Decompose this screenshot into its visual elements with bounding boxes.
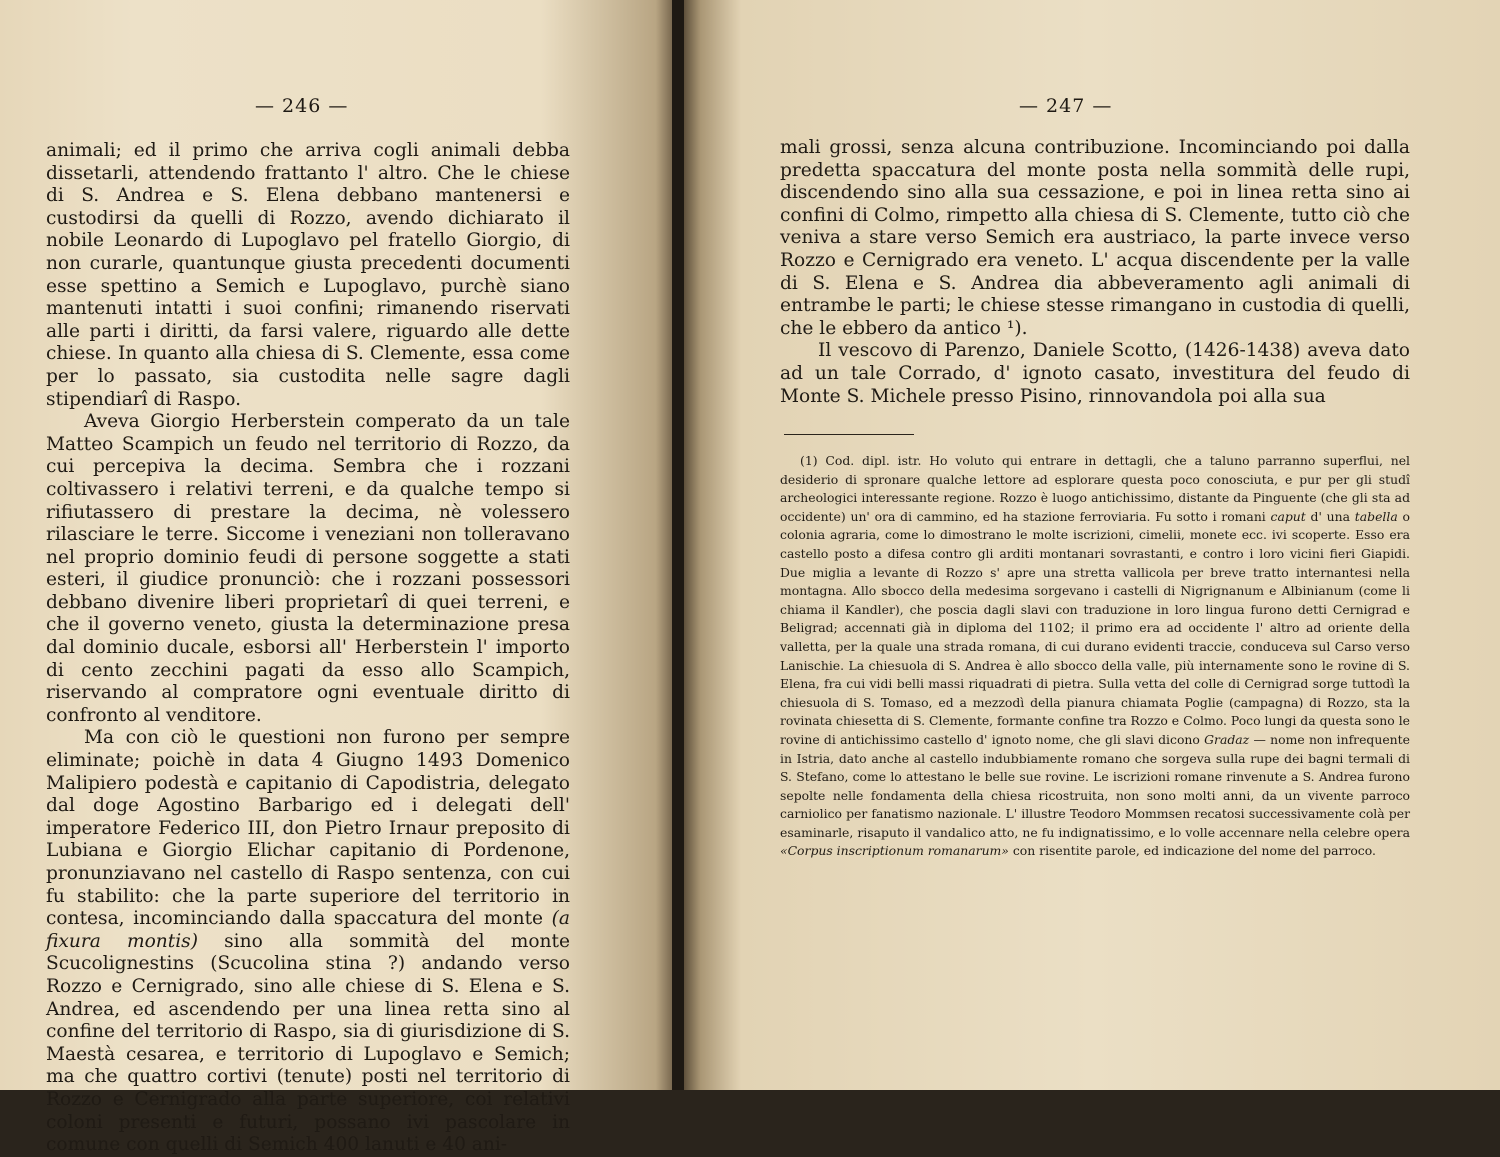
footnote-italic: Gradaz xyxy=(1204,731,1250,747)
footnote-italic: tabella xyxy=(1354,508,1398,524)
footnote-text: (1) Cod. dipl. istr. Ho voluto qui entrare in dettagli, che a taluno parranno superflui, nel desiderio di spronare qualche lettore ad esplorare questa poco conosciuta, e pur per gli studî archeologici interessante regione. Rozzo è luogo antichissimo, distante da Pinguente (che gli sta ad occidente) un' ora di cammino, ed ha stazione ferroviaria. Fu sotto i romani xyxy=(780,453,1410,524)
footnote-text: d' una xyxy=(1310,508,1351,524)
right-page xyxy=(684,0,1500,1090)
page-number-left: — 246 — xyxy=(255,95,349,117)
paragraph: mali grossi, senza alcuna contribuzione. Incominciando poi dalla predetta spaccatura del monte posta nella sommità delle rupi, discendendo sino alla sua cessazione, e poi in linea retta sino ai confini di Colmo, rimpetto alla chiesa di S. Clemente, tutto ciò che veniva a stare verso Semich era austriaco, la parte invece verso Rozzo e Cernigrado era veneto. L' acqua discendente per la valle di S. Elena e S. Andrea dia abbeveramento agli animali di entrambe le parti; le chiese stesse rimangano in custodia di quelli, che le ebbero da antico ¹). xyxy=(780,137,1410,339)
footnote-paragraph xyxy=(780,452,1410,861)
paragraph: Il vescovo di Parenzo, Daniele Scotto, (1426-1438) aveva dato ad un tale Corrado, d' ignoto casato, investitura del feudo di Monte S. Michele presso Pisino, rinnovandola poi alla sua xyxy=(780,340,1410,407)
footnote-italic: «Corpus inscriptionum romanarum» xyxy=(780,843,1009,859)
paragraph: animali; ed il primo che arriva cogli animali debba dissetarli, attendendo frattanto l' altro. Che le chiese di S. Andrea e S. Elena debbano mantenersi e custodirsi da quelli di Rozzo, avendo dichiarato il nobile Leonardo di Lupoglavo pel fratello Giorgio, di non curarle, quantunque giusta precedenti documenti esse spettino a Semich e Lupoglavo, purchè siano mantenuti intatti i suoi confini; rimanendo riservati alle parti i diritti, da farsi valere, riguardo alle dette chiese. In quanto alla chiesa di S. Clemente, essa come per lo passato, sia custodita nelle sagre dagli stipendiarî di Raspo. xyxy=(46,140,570,410)
right-page-text xyxy=(780,137,1410,408)
page-number-right: — 247 — xyxy=(1019,95,1113,117)
footnote xyxy=(780,452,1410,861)
paragraph-text: Ma con ciò le questioni non furono per sempre eliminate; poichè in data 4 Giugno 1493 Domenico Malipiero podestà e capitanio di Capodistria, delegato dal doge Agostino Barbarigo ed i delegati dell' imperatore Federico III, don Pietro Irnaur preposito di Lubiana e Giorgio Elichar capitanio di Pordenone, pronunziavano nel castello di Raspo sentenza, con cui fu stabilito: che la parte superiore del territorio in contesa, incominciando dalla spaccatura del monte xyxy=(46,727,570,930)
left-page xyxy=(0,0,676,1156)
footnote-text: — nome non infrequente in Istria, dato anche al castello indubbiamente romano che sorgeva sulla rupe dei bagni termali di S. Stefano, come lo attestano le belle sue rovine. Le iscrizioni romane rinvenute a S. Andrea furono sepolte nelle fondamenta della chiesa ricostruita, non sono molti anni, da un vivente parroco carniolico per fanatismo nazionale. L' illustre Teodoro Mommsen recatosi successivamente colà per esaminarle, risaputo il vandalico atto, ne fu indignatissimo, e lo volle accennare nella celebre opera xyxy=(780,731,1410,840)
paragraph xyxy=(46,727,570,1156)
latin-phrase: (a fixura montis) xyxy=(46,908,570,952)
footnote-text: con risentite parole, ed indicazione del nome del parroco. xyxy=(1012,843,1376,859)
footnote-divider xyxy=(784,434,914,435)
paragraph: Aveva Giorgio Herberstein comperato da un tale Matteo Scampich un feudo nel territorio di Rozzo, da cui percepiva la decima. Sembra che i rozzani coltivassero i relativi terreni, e da qualche tempo si rifiutassero di prestare la decima, nè volessero rilasciare le terre. Siccome i veneziani non tolleravano nel proprio dominio feudi di persone soggette a stati esteri, il giudice pronunciò: che i rozzani possessori debbano divenire liberi proprietarî di quei terreni, e che il governo veneto, giusta la determinazione presa dal dominio ducale, esborsi all' Herberstein l' importo di cento zecchini pagati da esso allo Scampich, riservando al compratore ogni eventuale diritto di confronto al venditore. xyxy=(46,411,570,726)
footnote-text: o colonia agraria, come lo dimostrano le molte iscrizioni, cimelii, monete ecc. ivi scoperte. Esso era castello posto a difesa contro gli arditi montanari sovrastanti, e contro i loro vicini fieri Giapidi. Due miglia a levante di Rozzo s' apre una stretta vallicola per breve tratto internantesi nella montagna. Allo sbocco della medesima sorgevano i castelli di Nigrignanum e Albinianum (come li chiama il Kandler), che poscia dagli slavi con traduzione in loro lingua furono detti Cernigrad e Beligrad; accennati già in diploma del 1102; il primo era ad occidente l' altro ad oriente della valletta, per la quale una strada romana, di cui durano evidenti traccie, conduceva sul Carso verso Lanischie. La chiesuola di S. Andrea è allo sbocco della valle, più internamente sono le rovine di S. Elena, fra cui vidi belli massi riquadrati di pietra. Sulla vetta del colle di Cernigrad sorge tuttodì la chiesuola di S. Tomaso, ed a mezzodì della pianura chiamata Poglie (campagna) di Rozzo, sta la rovinata chiesetta di S. Clemente, formante confine tra Rozzo e Colmo. Poco lungi da questa sono le rovine di antichissimo castello d' ignoto nome, che gli slavi dicono xyxy=(780,508,1410,747)
footnote-italic: caput xyxy=(1270,508,1306,524)
paragraph-text: sino alla sommità del monte Scucolignestins (Scucolina stina ?) andando verso Rozzo e Cernigrado, sino alle chiese di S. Elena e S. Andrea, ed ascendendo per una linea retta sino al confine del territorio di Raspo, sia di giurisdizione di S. Maestà cesarea, e territorio di Lupoglavo e Semich; ma che quattro cortivi (tenute) posti nel territorio di Rozzo e Cernigrado alla parte superiore, coi relativi coloni presenti e futuri, possano ivi pascolare in comune con quelli di Semich 400 lanuti e 40 ani- xyxy=(46,930,570,1156)
left-page-text xyxy=(46,140,570,1157)
